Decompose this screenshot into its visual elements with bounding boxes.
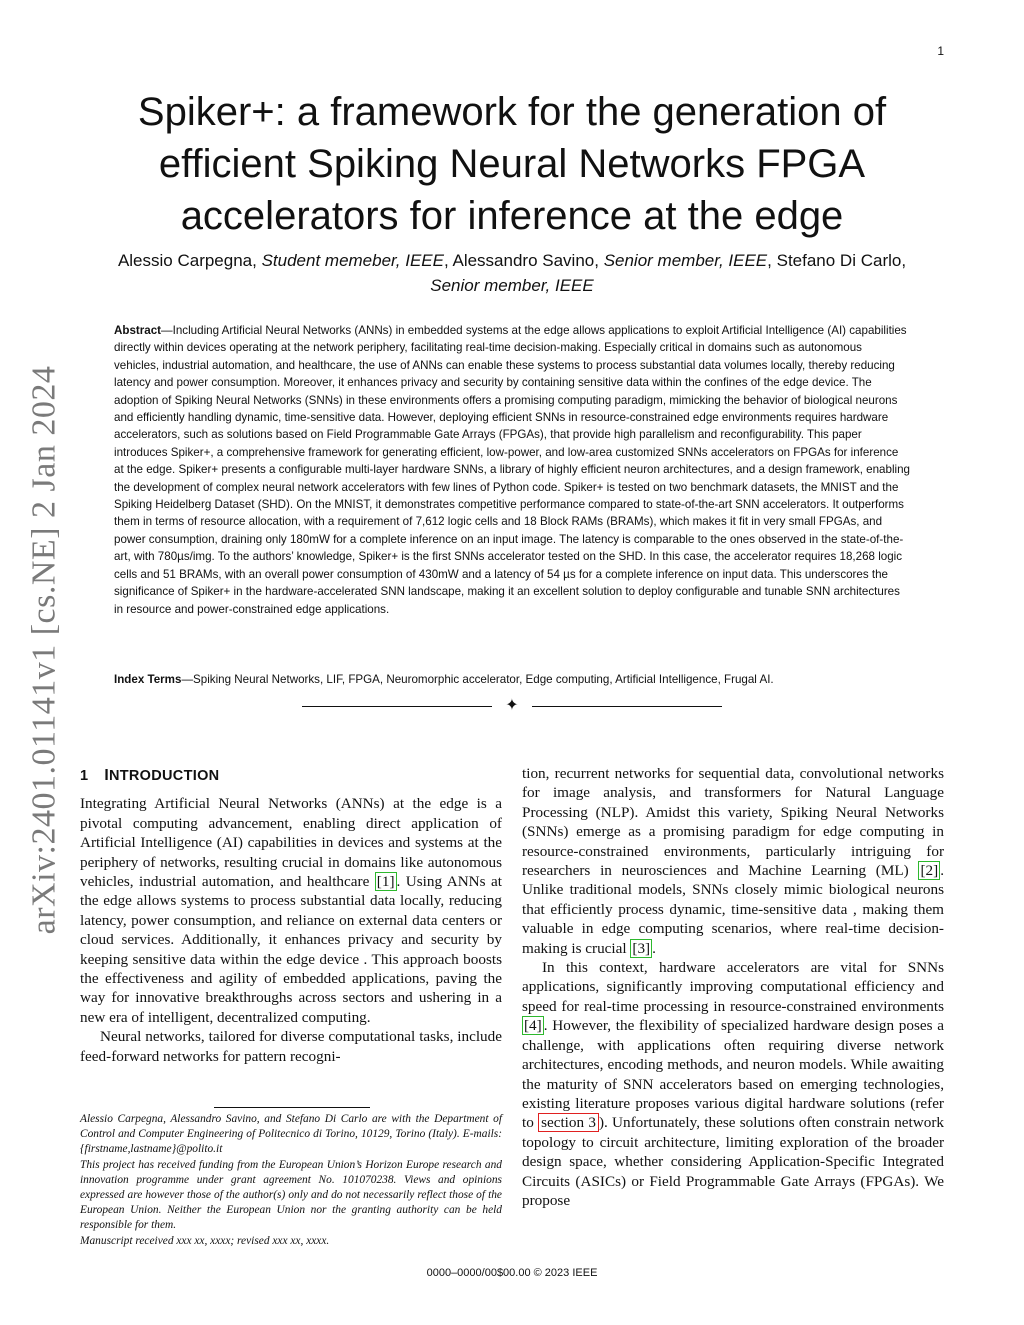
citation-link[interactable]: [4] [524, 1017, 542, 1035]
title-line: efficient Spiking Neural Networks FPGA [158, 142, 866, 186]
right-column [522, 764, 944, 1210]
footnotes [80, 1112, 502, 1249]
title-line: Spiker+: a framework for the generation of [137, 90, 887, 134]
abstract [114, 322, 910, 618]
index-terms [114, 671, 910, 688]
footnote-rule [214, 1107, 370, 1108]
abstract-text: —Including Artificial Neural Networks (ANNs) in embedded systems at the edge allows applications to exploit Artificial Intelligence (AI) capabilities directly within devices operating at the network periphery, facilitating real-time decision-making. Especially critical in domains such as autonomous vehicles, industrial automation, and healthcare, the use of ANNs can enable these systems to process substantial data volumes locally, thereby reducing latency and power consumption. Moreover, it enhances privacy and security by containing sensitive data within the confines of the edge device. The adoption of Spiking Neural Networks (SNNs) in these environments offers a promising computing paradigm, mimicking the behavior of biological neurons and efficiently handling dynamic, time-sensitive data. However, deploying efficient SNNs in resource-constrained edge environments requires hardware accelerators, such as solutions based on Field Programmable Gate Arrays (FPGAs), that provide high parallelism and reconfigurability. This paper introduces Spiker+, a comprehensive framework for generating efficient, low-power, and low-area customized SNNs accelerators on FPGAs for inference at the edge. Spiker+ presents a configurable multi-layer hardware SNNs, a library of highly efficient neuron architectures, and a design framework, enabling the development of complex neural network accelerators with few lines of Python code. Spiker+ is tested on two benchmark datasets, the MNIST and the Spiking Heidelberg Dataset (SHD). On the MNIST, it demonstrates competitive performance compared to state-of-the-art SNN accelerators. It outperforms them in terms of resource allocation, with a requirement of 7,612 logic cells and 18 Block RAMs (BRAMs), which makes it fit in very small FPGAs, and power consumption, draining only 180mW for a complete inference on an input image. The latency is comparable to the ones observed in the state-of-the-art, with 780µs/img. To the authors’ knowledge, Spiker+ is the first SNNs accelerator tested on the SHD. In this case, the accelerator requires 18,268 logic cells and 51 BRAMs, with an overall power consumption of 430mW and a latency of 54 µs for a complete inference on input data. This underscores the significance of Spiker+ in the hardware-accelerated SNN landscape, making it an excellent solution to deploy configurable and tunable SNN architectures in resource and power-constrained edge applications. [114, 324, 910, 616]
page-number: 1 [937, 44, 944, 58]
footnote-affiliation: Alessio Carpegna, Alessandro Savino, and Stefano Di Carlo are with the Department of Control and Computer Engineering of Politecnico di Torino, 10129, Torino (Italy). E-mails: {firstname,lastname}@polito.it [80, 1113, 502, 1156]
section-title-initial: I [104, 767, 109, 784]
section-title-rest: NTRODUCTION [108, 768, 220, 784]
author-name: , Stefano Di Carlo, [767, 251, 907, 270]
author-role: Senior member, IEEE [430, 276, 594, 295]
paragraph-text: tion, recurrent networks for sequential data, convolutional networks for image analysis, and transformers for Natural Language Processing (NLP). Amidst this variety, Spiking Neural Networks (SNNs) emerge as a promising paradigm for edge computing in resource-constrained environments, particularly intriguing for researchers in neurosciences and Machine Learning (ML) [522, 765, 944, 880]
body-paragraph [522, 958, 944, 1210]
section-divider [302, 696, 722, 716]
paragraph-text: Integrating Artificial Neural Networks (ANNs) at the edge is a pivotal computing advancement, enabling direct application of Artificial Intelligence (AI) capabilities in devices and systems at the periphery of networks, resulting crucial in domains like autonomous vehicles, industrial automation, and healthcare [80, 795, 502, 891]
body-paragraph: Neural networks, tailored for diverse computational tasks, include feed-forward networks for pattern recogni- [80, 1028, 502, 1065]
paragraph-text: . Unlike traditional models, SNNs closely mimic biological neurons that efficiently process dynamic, time-sensitive data , making them valuable in edge computing scenarios, where real-time decision-making is crucial [522, 862, 944, 957]
author-role: Student memeber, IEEE [261, 251, 444, 270]
body-paragraph [80, 794, 502, 1027]
paragraph-text: . However, the flexibility of specialized hardware design poses a challenge, with applications often requiring diverse network architectures, encoding methods, and neuron models. While awaiting the maturity of SNN accelerators based on emerging technologies, existing literature proposes various digital hardware solutions (refer to [522, 1017, 944, 1132]
paragraph-text: ). Unfortunately, these solutions often constrain network topology to circuit architecture, limiting exploration of the broader design space, whether considering Application-Specific Integrated Circuits (ASICs) or Field Programmable Gate Arrays (FPGAs). We propose [522, 1114, 944, 1209]
paragraph-text: . [652, 939, 656, 957]
section-number: 1 [80, 768, 89, 784]
section-heading [80, 766, 502, 786]
author-list [70, 248, 954, 298]
citation-link[interactable]: [2] [920, 862, 939, 880]
copyright-notice: 0000–0000/00$00.00 © 2023 IEEE [426, 1267, 598, 1279]
divider-rule [532, 706, 722, 707]
left-column [80, 764, 502, 1066]
index-terms-label: Index Terms [114, 673, 182, 686]
divider-rule [302, 706, 492, 707]
section-reference-link[interactable]: section 3 [538, 1113, 599, 1132]
author-name: , Alessandro Savino, [443, 251, 604, 270]
arxiv-stamp-text: arXiv:2401.01141v1 [cs.NE] 2 Jan 2024 [25, 365, 62, 935]
body-paragraph [522, 764, 944, 958]
index-terms-text: —Spiking Neural Networks, LIF, FPGA, Neuromorphic accelerator, Edge computing, Artificial Intelligence, Frugal AI. [181, 673, 774, 686]
paper-title [110, 86, 914, 242]
divider-diamond-icon: ✦ [505, 697, 519, 714]
author-role: Senior member, IEEE [603, 251, 768, 270]
footnote-manuscript: Manuscript received xxx xx, xxxx; revised xxx xx, xxxx. [80, 1234, 330, 1247]
footnote-funding: This project has received funding from the European Union’s Horizon Europe research and innovation programme under grant agreement No. 101070238. Views and opinions expressed are however those of the author(s) only and do not necessarily reflect those of the European Union. Neither the European Union nor the granting authority can be held responsible for them. [80, 1158, 502, 1232]
paragraph-text: In this context, hardware accelerators are vital for SNNs applications, significantly improving computational efficiency and speed for real-time processing in resource-constrained environments [522, 959, 944, 1015]
abstract-label: Abstract [114, 324, 162, 337]
citation-link[interactable]: [1] [376, 873, 395, 891]
arxiv-stamp [6, 365, 82, 935]
citation-link[interactable]: [3] [632, 939, 651, 957]
author-name: Alessio Carpegna, [117, 251, 262, 270]
title-line: accelerators for inference at the edge [180, 194, 844, 238]
paragraph-text: . Using ANNs at the edge allows systems to process substantial data locally, reducing latency, power consumption, and reliance on external data centers or cloud services. Additionally, it enhances privacy and security by keeping sensitive data within the edge device . This approach boosts the effectiveness and agility of embedded applications, paving the way for innovative breakthroughs across sectors and ushering in a new era of intelligent, decentralized computing. [80, 873, 502, 1026]
